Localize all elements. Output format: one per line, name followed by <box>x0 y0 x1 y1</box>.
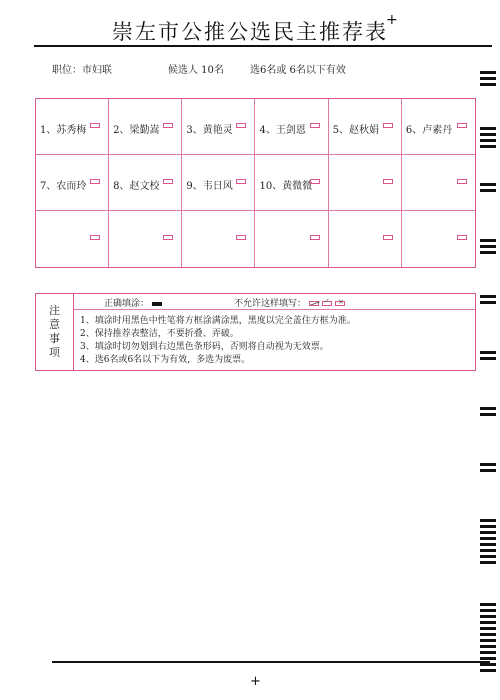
timing-mark <box>480 83 496 86</box>
candidate-checkbox[interactable] <box>310 235 320 240</box>
candidate-cell <box>329 99 402 155</box>
candidate-checkbox[interactable] <box>163 123 173 128</box>
timing-mark <box>480 669 496 672</box>
candidate-cell <box>329 155 402 211</box>
candidate-name: 3、黄艳灵 <box>186 125 233 136</box>
timing-mark <box>480 657 496 660</box>
candidate-checkbox[interactable] <box>90 235 100 240</box>
candidate-name: 10、黄微微 <box>259 181 313 192</box>
timing-mark <box>480 469 496 472</box>
candidate-cell <box>182 99 255 155</box>
timing-mark <box>480 245 496 248</box>
candidate-checkbox[interactable] <box>90 123 100 128</box>
candidate-name: 1、苏秀梅 <box>40 125 87 136</box>
timing-mark <box>480 189 496 192</box>
timing-mark <box>480 413 496 416</box>
candidate-grid <box>35 98 476 268</box>
note-item: 2、保持推荐表整洁，不要折叠、弄破。 <box>80 329 239 339</box>
bottom-rule <box>52 661 490 663</box>
notes-label-char: 注 <box>49 304 60 317</box>
timing-mark <box>480 627 496 630</box>
timing-mark <box>480 603 496 606</box>
timing-mark <box>480 407 496 410</box>
candidate-name: 8、赵文校 <box>113 181 160 192</box>
notes-label-char: 项 <box>49 346 60 359</box>
candidate-checkbox[interactable] <box>457 179 467 184</box>
candidate-cell <box>329 211 402 267</box>
candidate-count: 候选人 10名 <box>168 65 224 76</box>
candidate-name: 7、农而玲 <box>40 181 87 192</box>
form-title: 崇左市公推公选民主推荐表 <box>112 20 388 44</box>
candidate-cell <box>36 99 109 155</box>
timing-mark <box>480 127 496 130</box>
timing-mark <box>480 463 496 466</box>
timing-mark <box>480 301 496 304</box>
candidate-cell <box>402 211 475 267</box>
candidate-checkbox[interactable] <box>383 123 393 128</box>
timing-mark <box>480 351 496 354</box>
correct-fill-label: 正确填涂： <box>104 299 150 309</box>
candidate-cell <box>255 211 328 267</box>
top-rule <box>34 45 492 47</box>
candidate-cell <box>109 155 182 211</box>
timing-mark <box>480 633 496 636</box>
timing-marks <box>480 43 500 673</box>
notes-label-char: 意 <box>49 318 60 331</box>
candidate-cell <box>182 155 255 211</box>
candidate-name: 5、赵秋娟 <box>332 125 380 136</box>
check-mark-icon <box>322 301 332 306</box>
wrong-fill-example <box>234 296 348 309</box>
timing-mark <box>480 295 496 298</box>
filled-box-icon <box>152 302 162 306</box>
timing-mark <box>480 183 496 186</box>
timing-mark <box>480 525 496 528</box>
timing-mark <box>480 133 496 136</box>
candidate-cell <box>109 99 182 155</box>
timing-mark <box>480 555 496 558</box>
timing-mark <box>480 71 496 74</box>
candidate-checkbox[interactable] <box>310 179 320 184</box>
candidate-checkbox[interactable] <box>163 235 173 240</box>
wrong-fill-label: 不允许这样填写： <box>234 299 307 309</box>
candidate-name: 2、梁勤嵩 <box>113 125 160 136</box>
candidate-cell <box>402 99 475 155</box>
candidate-checkbox[interactable] <box>310 123 320 128</box>
candidate-cell <box>402 155 475 211</box>
candidate-checkbox[interactable] <box>383 179 393 184</box>
timing-mark <box>480 357 496 360</box>
candidate-checkbox[interactable] <box>236 235 246 240</box>
timing-mark <box>480 77 496 80</box>
candidate-name: 6、卢素丹 <box>405 125 453 136</box>
candidate-checkbox[interactable] <box>457 123 467 128</box>
note-item: 3、填涂时切勿划到右边黑色条形码，否则将自动视为无效票。 <box>80 342 329 352</box>
timing-mark <box>480 239 496 242</box>
notes-list <box>80 315 356 367</box>
candidate-cell <box>255 99 328 155</box>
timing-mark <box>480 139 496 142</box>
notes-box <box>35 293 476 371</box>
candidate-cell <box>182 211 255 267</box>
note-item: 1、填涂时用黑色中性笔将方框涂满涂黑，黑度以完全盖住方框为准。 <box>80 316 356 326</box>
position-info: 职位：市妇联 <box>52 65 112 76</box>
notes-label-char: 事 <box>49 332 60 345</box>
candidate-checkbox[interactable] <box>383 235 393 240</box>
registration-mark-bottom: + <box>250 674 261 689</box>
cross-mark-icon <box>335 301 345 306</box>
timing-mark <box>480 145 496 148</box>
timing-mark <box>480 251 496 254</box>
timing-mark <box>480 621 496 624</box>
candidate-checkbox[interactable] <box>457 235 467 240</box>
selection-rule: 选6名或 6名以下有效 <box>250 65 346 76</box>
timing-mark <box>480 531 496 534</box>
candidate-checkbox[interactable] <box>90 179 100 184</box>
candidate-cell <box>36 211 109 267</box>
candidate-cell <box>109 211 182 267</box>
candidate-name: 4、王剑恩 <box>259 125 306 136</box>
candidate-cell <box>255 155 328 211</box>
timing-mark <box>480 537 496 540</box>
registration-mark: + <box>386 12 398 28</box>
note-item: 4、选6名或6名以下为有效，多选为废票。 <box>80 355 251 365</box>
candidate-checkbox[interactable] <box>236 123 246 128</box>
fill-example-row <box>74 294 475 310</box>
timing-mark <box>480 615 496 618</box>
timing-mark <box>480 561 496 564</box>
timing-mark <box>480 645 496 648</box>
candidate-checkbox[interactable] <box>236 179 246 184</box>
timing-mark <box>480 549 496 552</box>
slash-mark-icon <box>309 301 319 306</box>
timing-mark <box>480 663 496 666</box>
notes-label <box>36 294 74 370</box>
candidate-name: 9、韦日风 <box>186 181 233 192</box>
timing-mark <box>480 639 496 642</box>
correct-fill-example <box>104 296 162 309</box>
timing-mark <box>480 519 496 522</box>
timing-mark <box>480 543 496 546</box>
candidate-checkbox[interactable] <box>163 179 173 184</box>
timing-mark <box>480 651 496 654</box>
candidate-cell <box>36 155 109 211</box>
timing-mark <box>480 609 496 612</box>
